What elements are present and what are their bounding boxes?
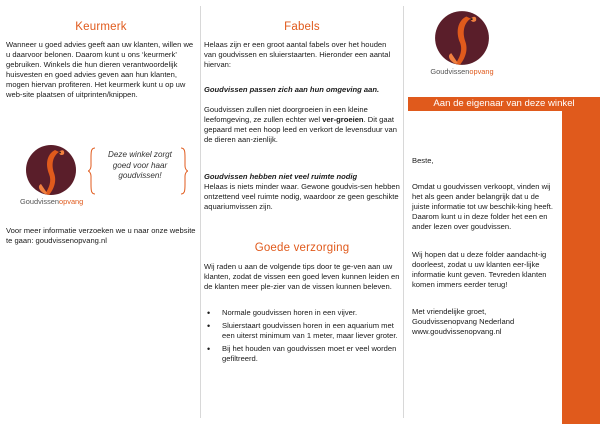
letter-signature xyxy=(412,307,556,337)
keurmerk-panel xyxy=(6,0,196,424)
care-tip: • Bij het houden van goudvissen moet er veel worden gefiltreerd. xyxy=(204,344,400,364)
letter-paragraph-2: Wij hopen dat u deze folder aandacht-ig doorleest, zodat u uw klanten eer-lijke informatie kunt geven. Tevreden klanten komen immers eerder terug! xyxy=(412,250,547,290)
care-tips-list xyxy=(204,308,400,367)
fabels-intro: Helaas zijn er een groot aantal fabels over het houden van goudvissen en sluierstaarten. Hieronder een aantal hiervan: xyxy=(204,40,391,70)
panel-divider-left xyxy=(200,6,201,418)
letter-panel xyxy=(406,0,600,424)
care-tip: • Normale goudvissen horen in een vijver. xyxy=(204,308,400,318)
letter-banner: Aan de eigenaar van deze winkel xyxy=(408,97,600,111)
cover-logo xyxy=(424,10,500,76)
goldfish-logo-icon xyxy=(434,10,490,66)
panel-divider-right xyxy=(403,6,404,418)
letter-paragraph-1: Omdat u goudvissen verkoopt, vinden wij het als geen ander belangrijk dat u de juiste informatie tot uw beschik-king heeft. Daarom kunt u in deze folder het een en ander lezen over goudvissen. xyxy=(412,182,553,232)
letter-closing: Met vriendelijke groet, xyxy=(412,307,487,316)
myth-2-heading: Goudvissen hebben niet veel ruimte nodig xyxy=(204,172,358,181)
goldfish-logo-icon xyxy=(25,144,77,196)
myth-1-heading: Goudvissen passen zich aan hun omgeving aan. xyxy=(204,85,380,94)
keurmerk-title: Keurmerk xyxy=(75,21,127,33)
myth-2-body: Helaas is niets minder waar. Gewone goudvis-sen hebben ontzettend veel ruimte nodig, waardoor ze geen geschikte aquariumvissen zijn. xyxy=(204,182,400,212)
keurmerk-quote-text: Deze winkel zorgt goed voor haar goudvissen! xyxy=(108,150,172,181)
myth-1-body: Goudvissen zullen niet doorgroeien in een kleine leefomgeving, ze zullen echter wel ver-groeien. Dit gaat gepaard met een hoop leed en verkort de levensduur van de dieren aan-zienlijk. xyxy=(204,105,397,145)
letter-website: www.goudvissenopvang.nl xyxy=(412,327,502,337)
keurmerk-quote xyxy=(88,146,188,196)
keurmerk-brand-name: Goudvissenopvang xyxy=(20,197,84,206)
verzorging-title: Goede verzorging xyxy=(254,242,350,254)
fabels-title: Fabels xyxy=(284,21,320,33)
letter-greeting: Beste, xyxy=(412,156,434,165)
cover-brand-name: Goudvissenopvang xyxy=(430,67,494,76)
care-tip: • Sluierstaart goudvissen horen in een aquarium met een uiterst minimum van 1 meter, maar liever groter. xyxy=(204,321,400,341)
keurmerk-logo xyxy=(20,144,82,206)
accent-stripe xyxy=(562,111,600,424)
fabels-panel xyxy=(204,0,400,424)
keurmerk-info: Voor meer informatie verzoeken we u naar onze website te gaan: goudvissenopvang.nl xyxy=(6,226,196,246)
keurmerk-body: Wanneer u goed advies geeft aan uw klanten, willen we u daarvoor belonen. Daarom kunt u ons ‘keurmerk’ gebruiken. Winkels die hun dieren verantwoordelijk huisvesten en goed advies geven aan hun klanten, mogen hiervan profiteren. Het keurmerk kunt u op uw web-site plaatsen of uitprinten/knippen. xyxy=(6,40,194,100)
letter-org: Goudvissenopvang Nederland xyxy=(412,317,515,327)
verzorging-body: Wij raden u aan de volgende tips door te ge-ven aan uw klanten, zodat de vissen een goed leven kunnen leiden en de klanten meer ple-zier van de vissen kunnen beleven. xyxy=(204,262,400,292)
